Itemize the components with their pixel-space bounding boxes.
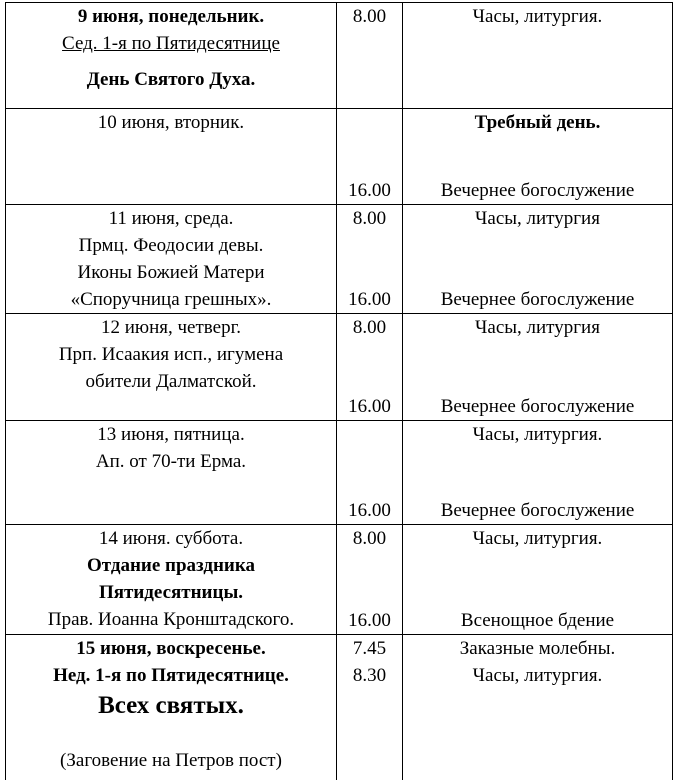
service-label: Заказные молебны. [459, 638, 616, 659]
day-cell [6, 205, 337, 314]
service-label: Вечернее богослужение [440, 289, 635, 310]
time-label: 7.45 [352, 638, 387, 659]
saint-label: Ап. от 70-ти Ерма. [95, 451, 247, 472]
time-cell [337, 421, 403, 525]
feast-label: Пятидесятницы. [98, 582, 244, 603]
service-cell [403, 205, 673, 314]
sedmica-label: Сед. 1-я по Пятидесятнице [62, 33, 280, 54]
service-label: Часы, литургия. [472, 528, 603, 549]
service-label: Вечернее богослужение [440, 396, 635, 417]
saint-label: обители Далматской. [85, 371, 257, 392]
date-label: 12 июня, четверг. [100, 317, 241, 338]
feast-label: Отдание праздника [86, 555, 256, 576]
service-cell [403, 635, 673, 780]
day-cell [6, 314, 337, 421]
service-cell [403, 3, 673, 109]
time-label: 16.00 [348, 180, 391, 201]
service-label: Часы, литургия [475, 208, 600, 229]
date-label: 11 июня, среда. [108, 208, 234, 229]
day-cell [6, 109, 337, 205]
time-label: 16.00 [348, 610, 391, 631]
saint-label: Прмц. Феодосии девы. [78, 235, 264, 256]
table-row [6, 525, 673, 635]
day-cell [6, 635, 337, 780]
feast-label: Всех святых. [98, 692, 244, 719]
time-label: 8.00 [352, 528, 387, 549]
time-cell [337, 109, 403, 205]
feast-label: День Святого Духа. [86, 69, 256, 90]
table-row [6, 3, 673, 109]
date-label: 15 июня, воскресенье. [76, 638, 266, 659]
day-cell [6, 421, 337, 525]
table-row [6, 314, 673, 421]
service-label: Всенощное бдение [460, 610, 615, 631]
date-label: 9 июня, понедельник. [77, 6, 265, 27]
date-label: 14 июня. суббота. [98, 528, 244, 549]
table-row [6, 421, 673, 525]
date-label: 10 июня, вторник. [97, 112, 245, 133]
service-cell [403, 314, 673, 421]
time-label: 8.30 [352, 665, 387, 686]
time-label: 16.00 [348, 396, 391, 417]
date-label: 13 июня, пятница. [97, 424, 245, 445]
service-label: Часы, литургия [475, 317, 600, 338]
saint-label: Прав. Иоанна Кронштадского. [47, 609, 295, 630]
saint-label: Прп. Исаакия исп., игумена [58, 344, 284, 365]
service-label: Вечернее богослужение [440, 180, 635, 201]
icon-label: Иконы Божией Матери [77, 262, 265, 283]
note-label: (Заговение на Петров пост) [60, 749, 282, 771]
schedule-table [5, 2, 673, 780]
service-label: Часы, литургия. [472, 424, 603, 445]
time-cell [337, 314, 403, 421]
service-label: Часы, литургия. [472, 6, 603, 27]
service-cell [403, 421, 673, 525]
service-label: Вечернее богослужение [440, 500, 635, 521]
day-cell [6, 525, 337, 635]
time-label: 8.00 [352, 317, 387, 338]
icon-label: «Споручница грешных». [70, 289, 272, 310]
time-label: 16.00 [348, 500, 391, 521]
day-cell [6, 3, 337, 109]
time-cell [337, 635, 403, 780]
time-cell [337, 525, 403, 635]
time-cell [337, 3, 403, 109]
time-label: 8.00 [352, 208, 387, 229]
service-label: Часы, литургия. [472, 665, 603, 686]
table-row [6, 109, 673, 205]
service-label: Требный день. [474, 112, 601, 133]
service-cell [403, 525, 673, 635]
time-label: 16.00 [348, 289, 391, 310]
time-cell [337, 205, 403, 314]
time-label: 8.00 [352, 6, 387, 27]
table-row [6, 635, 673, 780]
table-row [6, 205, 673, 314]
service-cell [403, 109, 673, 205]
sedmica-label: Нед. 1-я по Пятидесятнице. [53, 665, 289, 686]
